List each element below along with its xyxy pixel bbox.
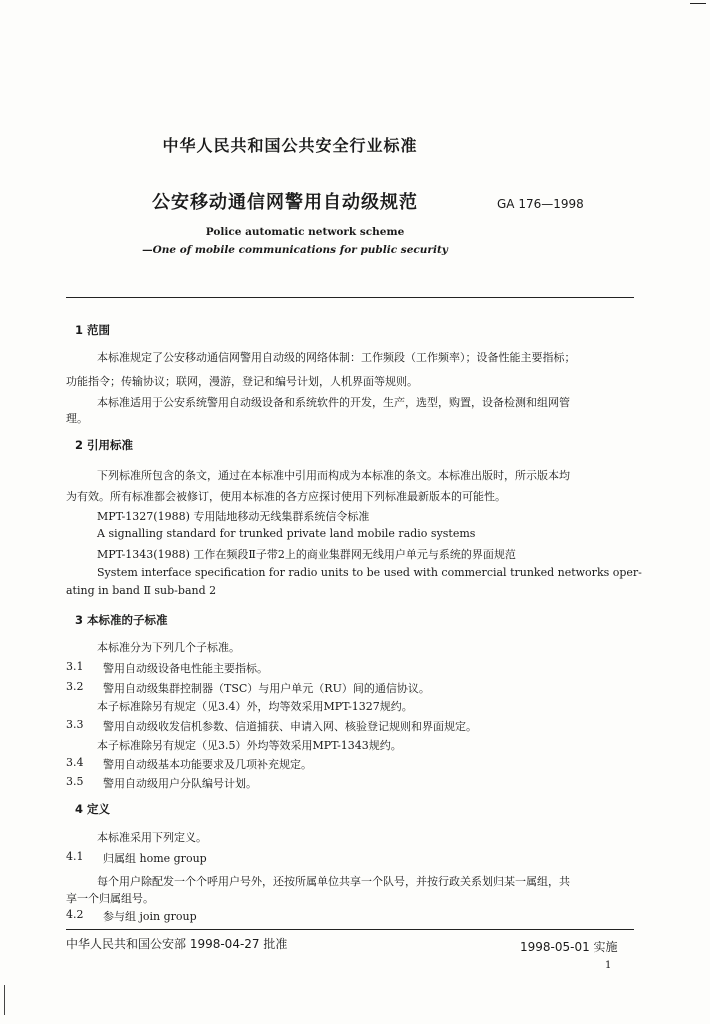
- section-1-heading: 1 范围: [75, 323, 111, 337]
- clause-note: 本子标准除另有规定（见3.5）外均等效采用MPT-1343规约。: [97, 739, 402, 752]
- section-3-intro: 本标准分为下列几个子标准。: [97, 641, 240, 654]
- page-number: 1: [605, 960, 612, 971]
- definition-term: 归属组 home group: [103, 852, 207, 865]
- english-title-line-2: —One of mobile communications for public security: [142, 244, 448, 256]
- issuing-organization: 中华人民共和国公共安全行业标准: [162, 136, 418, 155]
- reference-1-en: A signalling standard for trunked private land mobile radio systems: [97, 527, 476, 540]
- section-4-intro: 本标准采用下列定义。: [97, 831, 207, 844]
- definition-term: 参与组 join group: [103, 910, 197, 923]
- clause-number: 3.3: [66, 718, 84, 731]
- implementation-date: 1998-05-01 实施: [520, 940, 618, 954]
- clause-number: 3.1: [66, 660, 84, 673]
- reference-1-cn: MPT-1327(1988) 专用陆地移动无线集群系统信令标准: [97, 510, 370, 523]
- reference-2-en-a: System interface specification for radio units to be used with commercial trunked networks oper-: [97, 566, 642, 579]
- section-2-para-1b: 为有效。所有标准都会被修订，使用本标准的各方应探讨使用下列标准最新版本的可能性。: [66, 490, 506, 503]
- definition-text-a: 每个用户除配发一个个呼用户号外，还按所属单位共享一个队号，并按行政关系划归某一属组，共: [97, 875, 570, 888]
- section-1-para-1b: 功能指令；传输协议；联网，漫游，登记和编号计划，人机界面等规则。: [66, 375, 418, 388]
- definition-text-b: 享一个归属组号。: [66, 892, 154, 905]
- section-2-para-1a: 下列标准所包含的条文，通过在本标准中引用而构成为本标准的条文。本标准出版时，所示版本均: [97, 469, 570, 482]
- clause-text: 警用自动级用户分队编号计划。: [103, 777, 257, 790]
- clause-text: 警用自动级基本功能要求及几项补充规定。: [103, 758, 312, 771]
- scan-margin-mark: [4, 985, 5, 1015]
- section-2-heading: 2 引用标准: [75, 438, 134, 452]
- section-1-para-2a: 本标准适用于公安系统警用自动级设备和系统软件的开发，生产，选型，购置，设备检测和组网管: [97, 396, 570, 409]
- clause-number: 3.5: [66, 775, 84, 788]
- header-divider: [66, 297, 634, 298]
- definition-number: 4.1: [66, 850, 84, 863]
- standard-number: GA 176—1998: [497, 197, 584, 211]
- clause-number: 3.4: [66, 756, 84, 769]
- footer-divider: [66, 929, 634, 930]
- section-1-para-2b: 理。: [66, 412, 88, 425]
- clause-text: 警用自动级设备电性能主要指标。: [103, 662, 268, 675]
- clause-text: 警用自动级集群控制器（TSC）与用户单元（RU）间的通信协议。: [103, 682, 430, 695]
- approval-line: 中华人民共和国公安部 1998-04-27 批准: [66, 937, 288, 951]
- section-1-para-1a: 本标准规定了公安移动通信网警用自动级的网络体制：工作频段（工作频率）；设备性能主要指标；: [97, 351, 576, 364]
- reference-2-cn: MPT-1343(1988) 工作在频段Ⅱ子带2上的商业集群网无线用户单元与系统的界面规范: [97, 548, 516, 561]
- section-3-heading: 3 本标准的子标准: [75, 613, 168, 627]
- english-title-line-1: Police automatic network scheme: [205, 226, 405, 238]
- scan-corner-mark: [690, 3, 706, 4]
- clause-note: 本子标准除另有规定（见3.4）外，均等效采用MPT-1327规约。: [97, 700, 413, 713]
- definition-number: 4.2: [66, 908, 84, 921]
- reference-2-en-b: ating in band Ⅱ sub-band 2: [66, 584, 217, 597]
- standard-title: 公安移动通信网警用自动级规范: [152, 192, 418, 213]
- section-4-heading: 4 定义: [75, 802, 111, 816]
- clause-text: 警用自动级收发信机参数、信道捕获、申请入网、核验登记规则和界面规定。: [103, 720, 477, 733]
- clause-number: 3.2: [66, 680, 84, 693]
